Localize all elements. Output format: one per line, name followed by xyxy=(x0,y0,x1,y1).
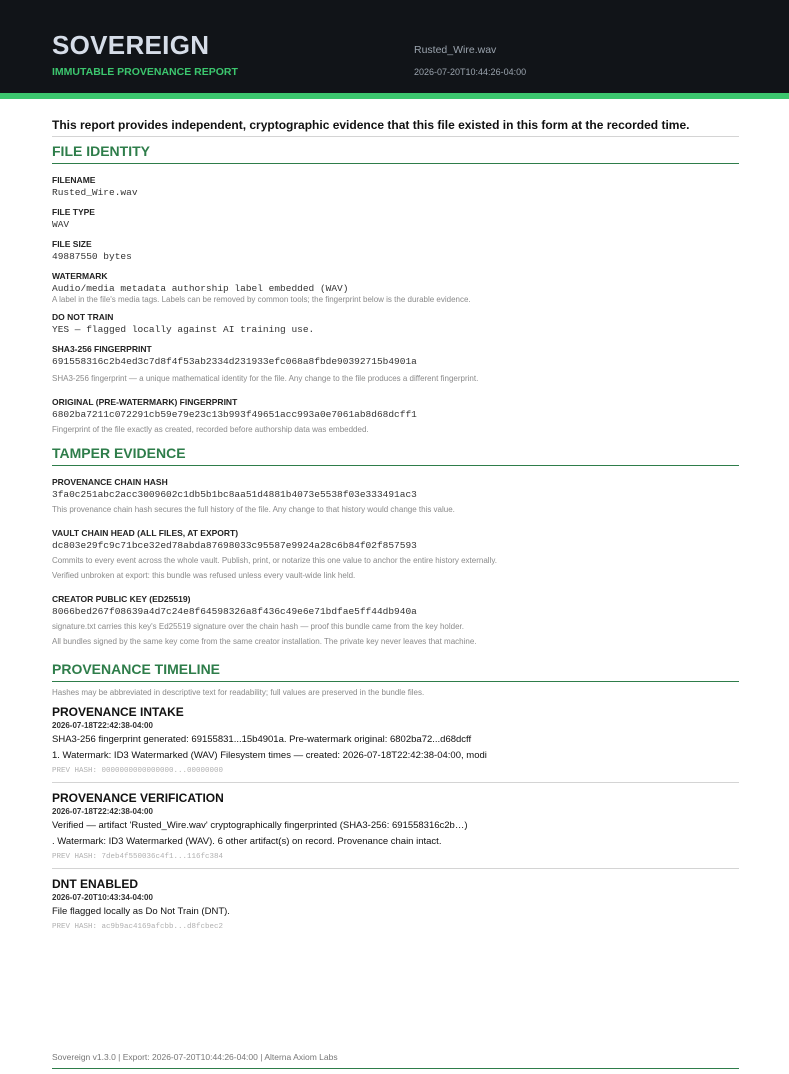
timeline-event xyxy=(52,877,739,938)
chain-hash-value: 3fa0c251abc2acc3009602c1db5b1bc8aa51d4881b4073e5538f03e333491ac3 xyxy=(52,489,417,500)
chain-hash-label: PROVENANCE CHAIN HASH xyxy=(52,477,168,487)
header-file-name: Rusted_Wire.wav xyxy=(414,44,497,56)
watermark-note: A label in the file's media tags. Labels can be removed by common tools; the fingerprint below is the durable evidence. xyxy=(52,295,471,304)
filesize-value: 49887550 bytes xyxy=(52,251,132,262)
sha-fingerprint-label: SHA3-256 FINGERPRINT xyxy=(52,344,152,354)
original-fingerprint-value: 6802ba7211c072291cb59e79e23c13b993f49651acc993a0e7061ab8d68dcff1 xyxy=(52,409,417,420)
timeline-event xyxy=(52,705,739,783)
event-description: SHA3-256 fingerprint generated: 69155831...15b4901a. Pre-watermark original: 6802ba72...d68dcff xyxy=(52,734,472,745)
vault-head-note-2: Verified unbroken at export: this bundle was refused unless every vault-wide link held. xyxy=(52,571,356,580)
event-description: . Watermark: ID3 Watermarked (WAV). 6 other artifact(s) on record. Provenance chain intact. xyxy=(52,836,442,847)
event-title: PROVENANCE VERIFICATION xyxy=(52,791,224,805)
section-file-identity: FILE IDENTITY xyxy=(52,143,739,164)
public-key-note-2: All bundles signed by the same key come from the same creator installation. The private key never leaves that machine. xyxy=(52,637,477,646)
header-accent-bar xyxy=(0,93,789,99)
filesize-label: FILE SIZE xyxy=(52,239,92,249)
timeline-note: Hashes may be abbreviated in descriptive text for readability; full values are preserved in the bundle files. xyxy=(52,688,425,697)
event-time: 2026-07-18T22:42:38-04:00 xyxy=(52,721,153,730)
section-provenance-timeline: PROVENANCE TIMELINE xyxy=(52,661,739,682)
report-body xyxy=(52,118,739,946)
vault-head-note-1: Commits to every event across the whole vault. Publish, print, or notarize this one value to anchor the entire history externally. xyxy=(52,556,497,565)
report-subtitle: IMMUTABLE PROVENANCE REPORT xyxy=(52,66,238,78)
filename-label: FILENAME xyxy=(52,175,96,185)
event-title: DNT ENABLED xyxy=(52,877,138,891)
public-key-value: 8066bed267f08639a4d7c24e8f64598326a8f436c49e6e71bdfae5ff44db940a xyxy=(52,606,417,617)
vault-head-label: VAULT CHAIN HEAD (ALL FILES, AT EXPORT) xyxy=(52,528,239,538)
event-prev-hash: PREV HASH: ac9b9ac4169afcbb...d8fcbec2 xyxy=(52,923,224,931)
event-title: PROVENANCE INTAKE xyxy=(52,705,184,719)
report-footer: Sovereign v1.3.0 | Export: 2026-07-20T10:44:26-04:00 | Alterna Axiom Labs xyxy=(52,1052,739,1069)
event-description: 1. Watermark: ID3 Watermarked (WAV) Filesystem times — created: 2026-07-18T22:42:38-04:00, modi xyxy=(52,750,487,761)
vault-head-value: dc803e29fc9c71bce32ed78abda87698033c95587e9924a28c6b84f02f857593 xyxy=(52,540,417,551)
original-fingerprint-label: ORIGINAL (PRE-WATERMARK) FINGERPRINT xyxy=(52,397,238,407)
chain-hash-note: This provenance chain hash secures the full history of the file. Any change to that history would change this value. xyxy=(52,505,455,514)
public-key-label: CREATOR PUBLIC KEY (ED25519) xyxy=(52,594,191,604)
watermark-value: Audio/media metadata authorship label embedded (WAV) xyxy=(52,283,349,294)
original-fingerprint-note: Fingerprint of the file exactly as created, recorded before authorship data was embedded. xyxy=(52,425,369,434)
event-description: File flagged locally as Do Not Train (DNT). xyxy=(52,906,230,917)
header-timestamp: 2026-07-20T10:44:26-04:00 xyxy=(414,67,527,77)
section-tamper-evidence: TAMPER EVIDENCE xyxy=(52,445,739,466)
watermark-label: WATERMARK xyxy=(52,271,108,281)
sha-fingerprint-value: 691558316c2b4ed3c7d8f4f53ab2334d231933efc068a8fbde90392715b4901a xyxy=(52,356,417,367)
sha-fingerprint-note: SHA3-256 fingerprint — a unique mathematical identity for the file. Any change to the file produces a different fingerprint. xyxy=(52,374,479,383)
event-time: 2026-07-18T22:42:38-04:00 xyxy=(52,807,153,816)
timeline-event xyxy=(52,791,739,869)
brand-title: SOVEREIGN xyxy=(52,30,210,60)
event-prev-hash: PREV HASH: 0000000000000000...00000000 xyxy=(52,767,224,775)
dnt-label: DO NOT TRAIN xyxy=(52,312,114,322)
public-key-note-1: signature.txt carries this key's Ed25519 signature over the chain hash — proof this bundle came from the key holder. xyxy=(52,622,464,631)
event-time: 2026-07-20T10:43:34-04:00 xyxy=(52,893,153,902)
dnt-value: YES — flagged locally against AI training use. xyxy=(52,324,315,335)
report-header xyxy=(0,0,789,93)
filetype-label: FILE TYPE xyxy=(52,207,95,217)
event-description: Verified — artifact 'Rusted_Wire.wav' cryptographically fingerprinted (SHA3-256: 691558316c2b…) xyxy=(52,820,468,831)
filetype-value: WAV xyxy=(52,219,70,230)
filename-value: Rusted_Wire.wav xyxy=(52,187,138,198)
intro-statement: This report provides independent, cryptographic evidence that this file existed in this form at the recorded time. xyxy=(52,118,739,137)
event-prev-hash: PREV HASH: 7deb4f550036c4f1...116fc384 xyxy=(52,853,224,861)
